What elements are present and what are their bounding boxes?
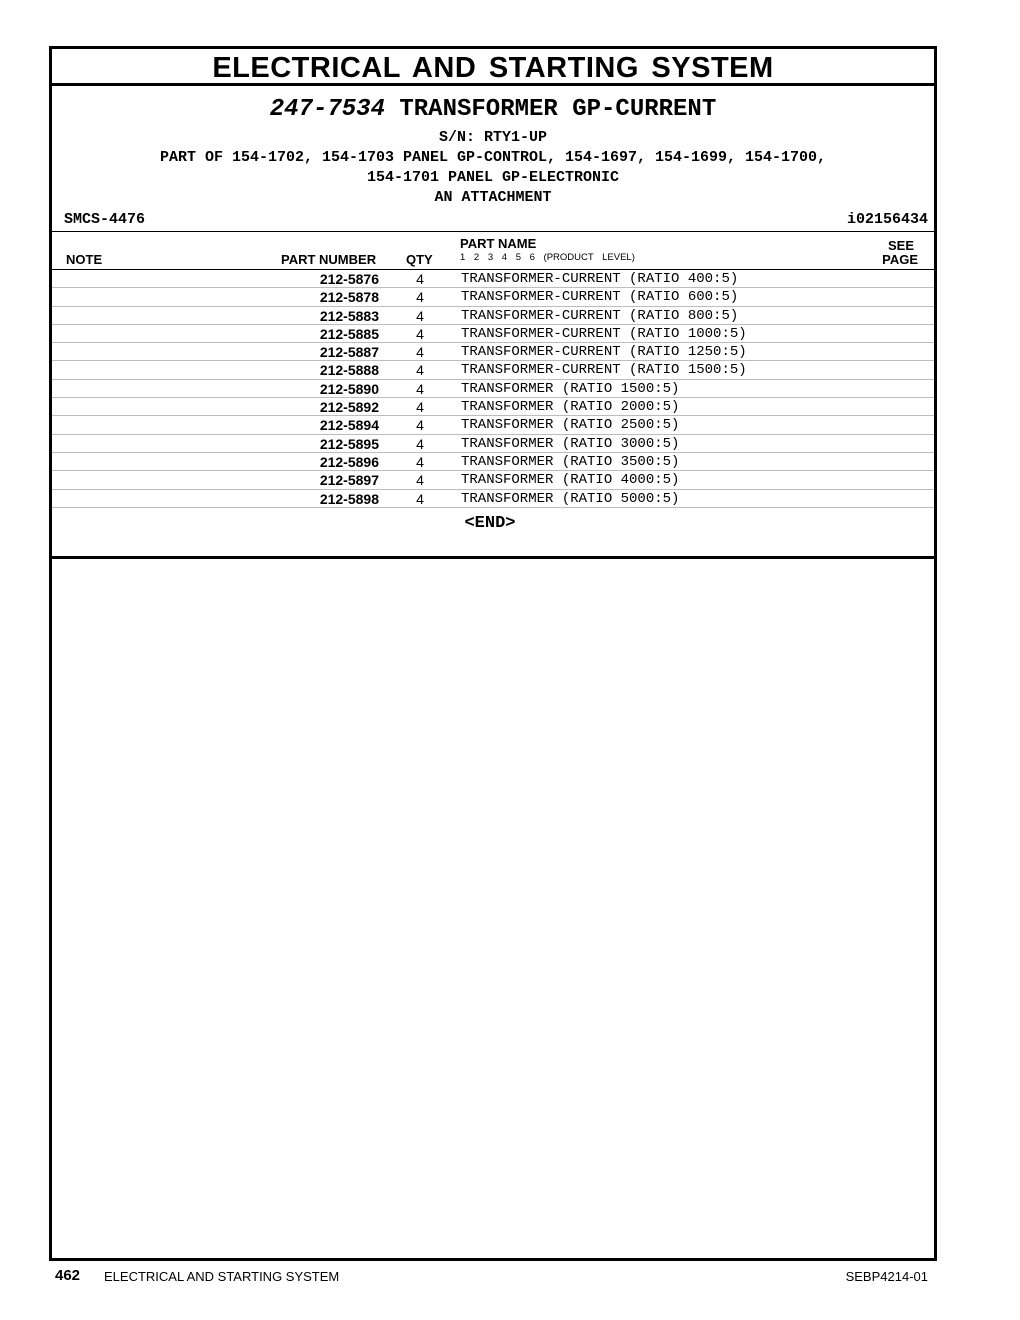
parts-table	[52, 270, 934, 508]
col-qty: QTY	[406, 252, 433, 267]
col-page: PAGE	[882, 252, 918, 267]
document-id: SEBP4214-01	[845, 1269, 928, 1284]
column-headers	[52, 232, 934, 270]
group-title	[52, 96, 934, 123]
table-row	[52, 471, 934, 489]
table-row	[52, 361, 934, 379]
part-number[interactable]: 212-5878	[319, 289, 379, 306]
part-name: TRANSFORMER-CURRENT (RATIO 1500:5)	[461, 362, 747, 379]
serial-number: S/N: RTY1-UP	[438, 129, 548, 146]
end-marker-text: <END>	[464, 513, 516, 533]
part-name: TRANSFORMER-CURRENT (RATIO 1250:5)	[461, 344, 747, 361]
table-row	[52, 453, 934, 471]
table-row	[52, 490, 934, 508]
part-name: TRANSFORMER-CURRENT (RATIO 600:5)	[461, 289, 739, 306]
part-number[interactable]: 212-5895	[319, 435, 379, 452]
quantity: 4	[416, 490, 424, 507]
col-product-level: 1 2 3 4 5 6 (PRODUCT LEVEL)	[460, 252, 635, 263]
table-row	[52, 325, 934, 343]
quantity: 4	[416, 453, 424, 470]
table-row	[52, 307, 934, 325]
quantity: 4	[416, 344, 424, 361]
group-header	[52, 86, 934, 232]
part-number[interactable]: 212-5888	[319, 362, 379, 379]
part-number[interactable]: 212-5887	[319, 344, 379, 361]
quantity: 4	[416, 435, 424, 452]
part-of-line-2: 154-1701 PANEL GP-ELECTRONIC	[366, 169, 620, 186]
quantity: 4	[416, 325, 424, 342]
table-row	[52, 343, 934, 361]
table-row	[52, 288, 934, 306]
part-number[interactable]: 212-5898	[319, 490, 379, 507]
col-note: NOTE	[66, 252, 103, 267]
part-of-line-1: PART OF 154-1702, 154-1703 PANEL GP-CONTROL, 154-1697, 154-1699, 154-1700,	[159, 149, 827, 166]
table-row	[52, 270, 934, 288]
quantity: 4	[416, 472, 424, 489]
col-part-name: PART NAME	[460, 236, 537, 251]
part-number[interactable]: 212-5890	[319, 380, 379, 397]
part-name: TRANSFORMER (RATIO 2500:5)	[461, 417, 680, 434]
quantity: 4	[416, 307, 424, 324]
part-number[interactable]: 212-5897	[319, 472, 379, 489]
col-see: SEE	[887, 238, 914, 253]
part-number[interactable]: 212-5876	[319, 271, 379, 287]
quantity: 4	[416, 399, 424, 416]
quantity: 4	[416, 271, 424, 287]
quantity: 4	[416, 362, 424, 379]
part-number[interactable]: 212-5885	[319, 325, 379, 342]
quantity: 4	[416, 289, 424, 306]
col-part-number: PART NUMBER	[281, 252, 377, 267]
part-number[interactable]: 212-5883	[319, 307, 379, 324]
part-number[interactable]: 212-5892	[319, 399, 379, 416]
attachment-note: AN ATTACHMENT	[434, 189, 552, 206]
footer-section-name: ELECTRICAL AND STARTING SYSTEM	[104, 1269, 340, 1284]
quantity: 4	[416, 380, 424, 397]
page-number: 462	[55, 1267, 81, 1284]
group-name: TRANSFORMER GP-CURRENT	[399, 96, 717, 123]
part-name: TRANSFORMER-CURRENT (RATIO 800:5)	[461, 307, 739, 324]
part-name: TRANSFORMER-CURRENT (RATIO 400:5)	[461, 271, 739, 287]
table-row	[52, 380, 934, 398]
end-marker	[52, 508, 934, 533]
part-name: TRANSFORMER-CURRENT (RATIO 1000:5)	[461, 325, 747, 342]
part-name: TRANSFORMER (RATIO 1500:5)	[461, 380, 680, 397]
table-row	[52, 398, 934, 416]
smcs-code: SMCS-4476	[64, 211, 146, 228]
section-title: ELECTRICAL AND STARTING SYSTEM	[52, 49, 934, 86]
part-number[interactable]: 212-5894	[319, 417, 379, 434]
illustration-id: i02156434	[846, 211, 928, 228]
part-name: TRANSFORMER (RATIO 4000:5)	[461, 472, 680, 489]
table-row	[52, 416, 934, 434]
section-divider	[52, 556, 934, 559]
part-number[interactable]: 212-5896	[319, 453, 379, 470]
part-name: TRANSFORMER (RATIO 3000:5)	[461, 435, 680, 452]
group-number[interactable]: 247-7534	[269, 96, 385, 123]
parts-page-frame	[49, 46, 937, 1261]
part-name: TRANSFORMER (RATIO 3500:5)	[461, 453, 680, 470]
table-row	[52, 435, 934, 453]
quantity: 4	[416, 417, 424, 434]
part-name: TRANSFORMER (RATIO 5000:5)	[461, 490, 680, 507]
part-name: TRANSFORMER (RATIO 2000:5)	[461, 399, 680, 416]
